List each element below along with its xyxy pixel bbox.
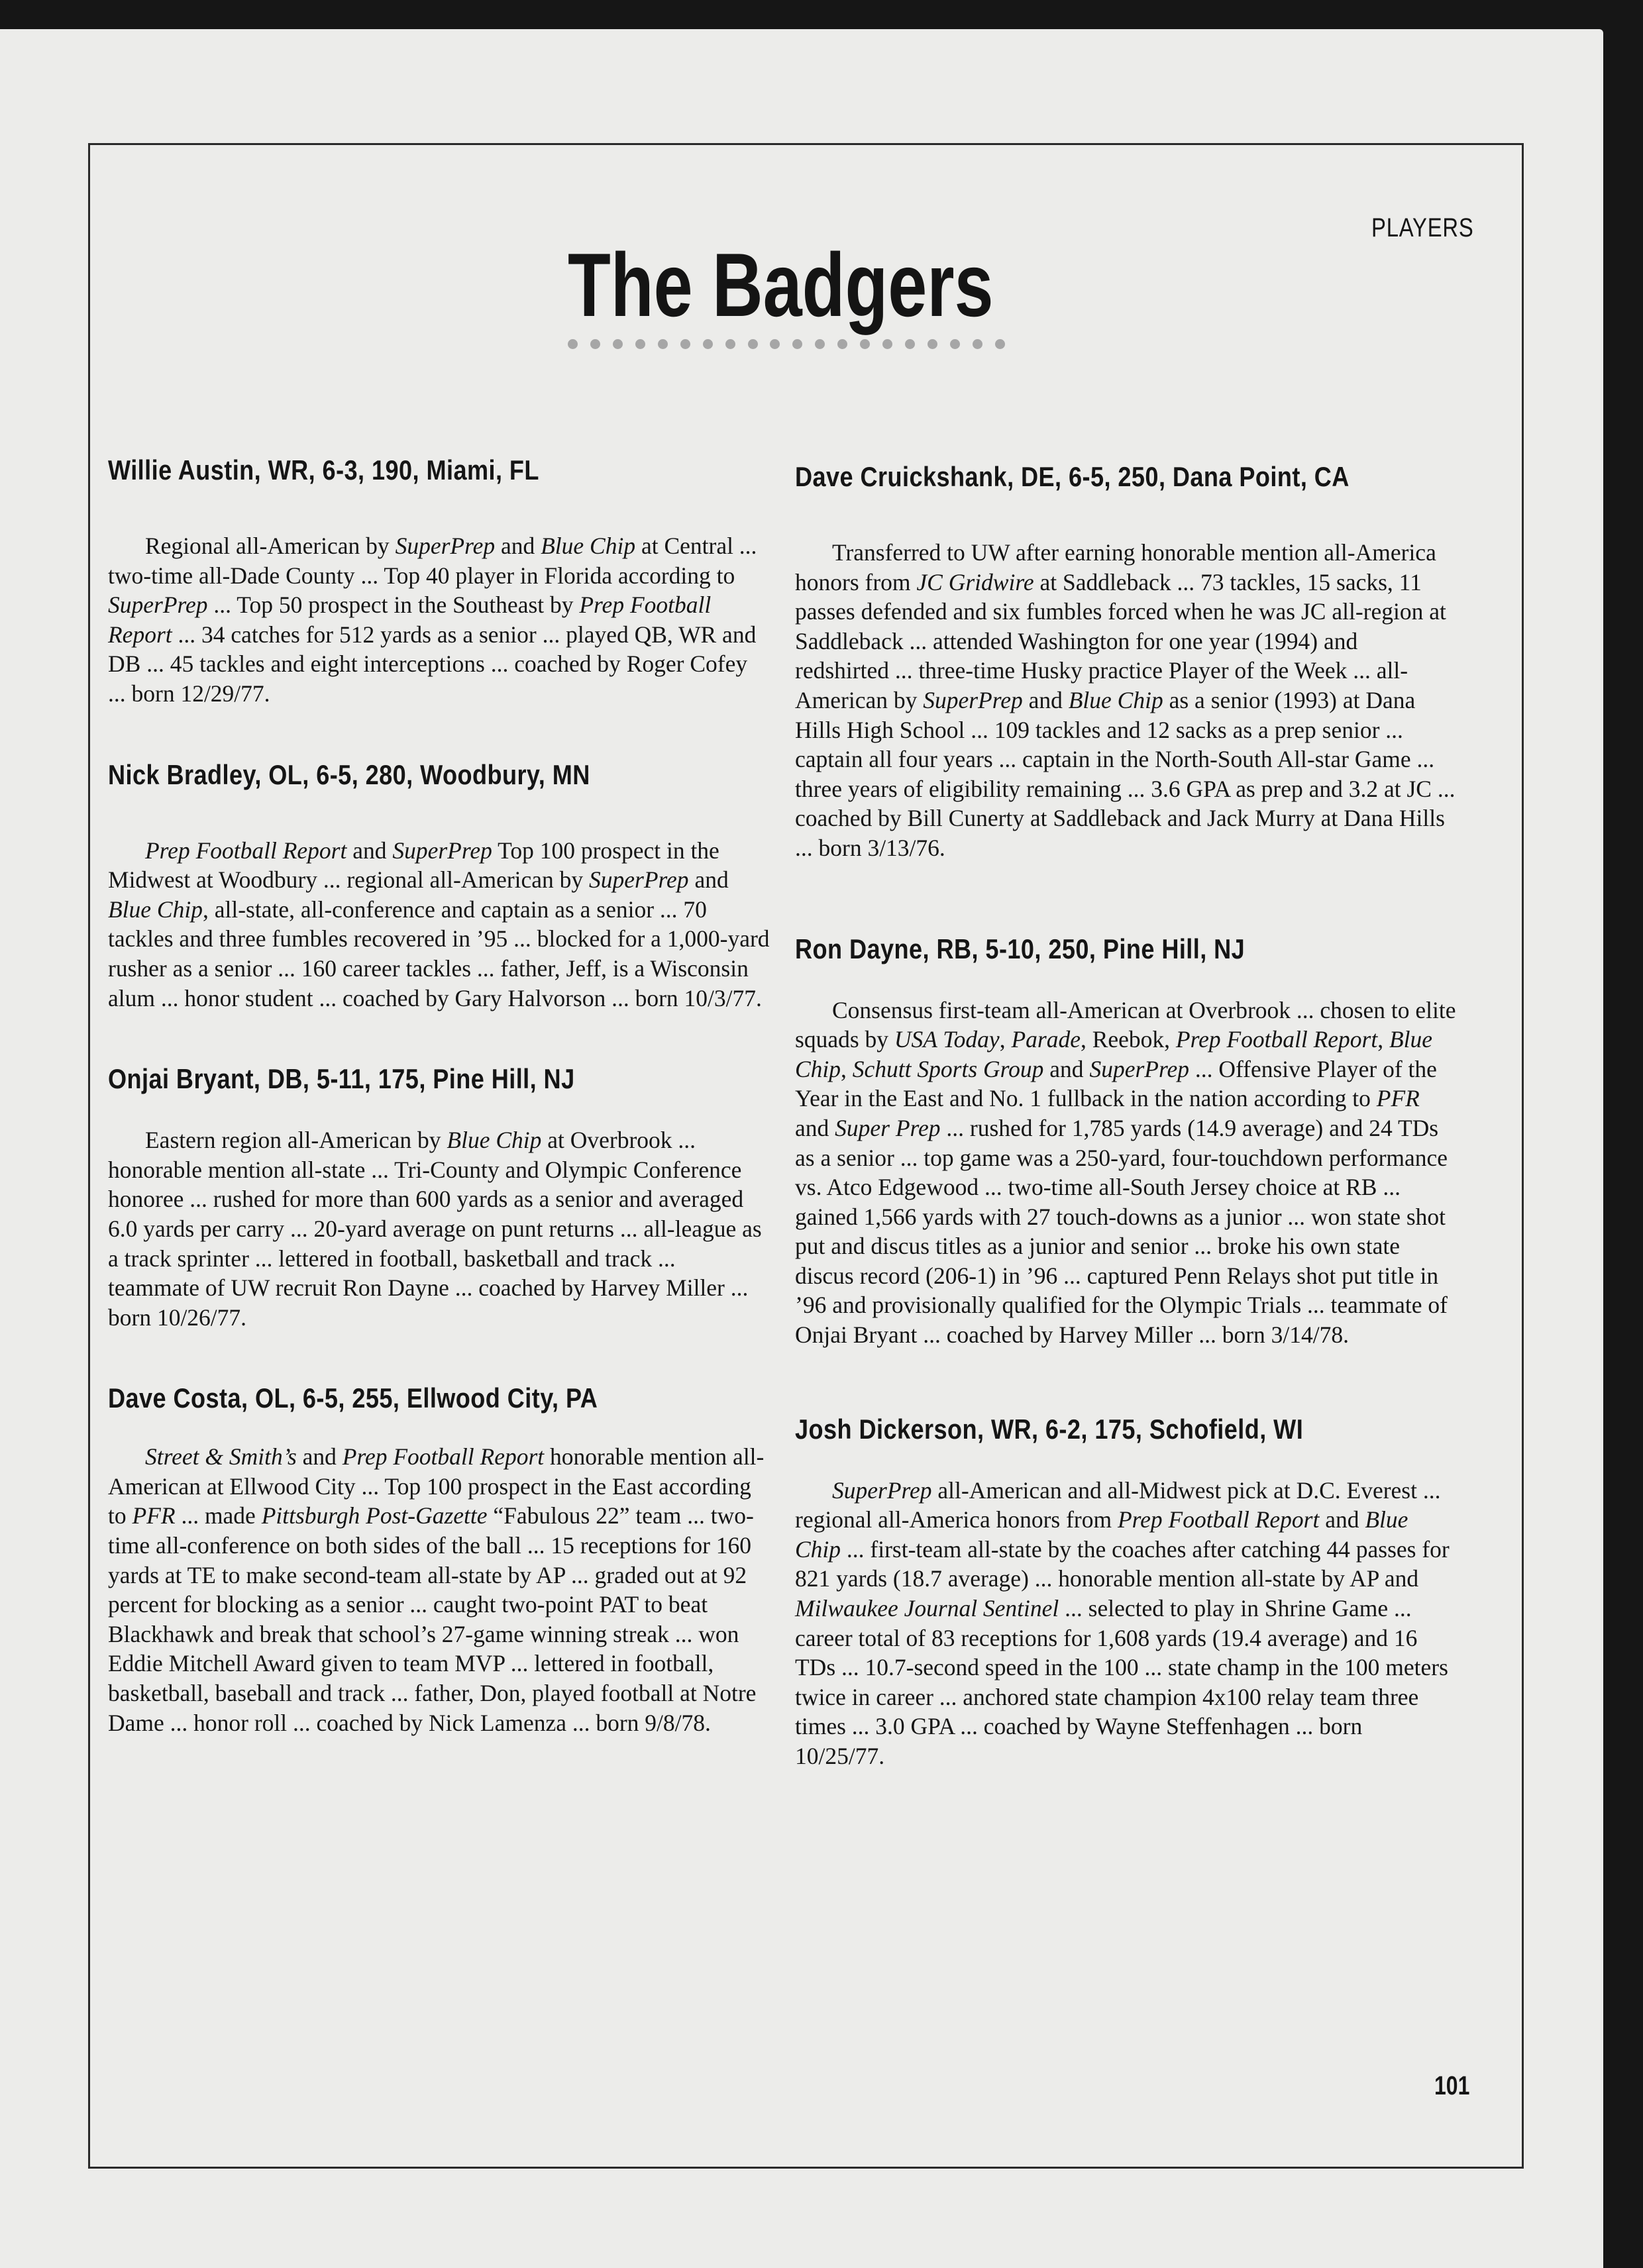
player-bio: Street & Smith’s and Prep Football Report honorable mention all-American at Ellwood City ... Top 100 prospect in the East according to PFR ... made Pittsburgh Post-Gazette “Fabulous 22” team ... two-time all-conference on both sides of the ball ... 15 receptions for 160 yards at TE to make second-team all-state by AP ... graded out at 92 percent for blocking as a senior ... caught two-point PAT to beat Blackhawk and break that school’s 27-game winning streak ... won Eddie Mitchell Award given to team MVP ... lettered in football, basketball, baseball and track ... father, Don, played football at Notre Dame ... honor roll ... coached by Nick Lamenza ... born 9/8/78. [108,1443,765,1736]
left-column [108,450,770,1737]
player-heading: Josh Dickerson, WR, 6-2, 175, Schofield, WI [795,1413,1304,1445]
player-bio: Transferred to UW after earning honorable mention all-America honors from JC Gridwire at Saddleback ... 73 tackles, 15 sacks, 11 passes defended and six fumbles forced when he was JC all-region at Saddleback ... attended Washington for one year (1994) and redshirted ... three-time Husky practice Player of the Week ... all-American by SuperPrep and Blue Chip as a senior (1993) at Dana Hills High School ... 109 tackles and 12 sacks as a prep senior ... captain all four years ... captain in the North-South All-star Game ... three years of eligibility remaining ... 3.6 GPA as prep and 3.2 at JC ... coached by Bill Cunerty at Saddleback and Jack Murry at Dana Hills ... born 3/13/76. [795,539,1456,861]
player-heading: Onjai Bryant, DB, 5-11, 175, Pine Hill, NJ [108,1063,575,1095]
player-heading: Dave Costa, OL, 6-5, 255, Ellwood City, PA [108,1382,598,1414]
player-entry [108,1378,770,1737]
title-dot-rule [568,339,1005,350]
player-heading: Ron Dayne, RB, 5-10, 250, Pine Hill, NJ [795,933,1246,964]
page-title: The Badgers [568,234,994,335]
player-bio: Prep Football Report and SuperPrep Top 100 prospect in the Midwest at Woodbury ... regional all-American by SuperPrep and Blue Chip, all-state, all-conference and captain as a senior ... 70 tackles and three fumbles recovered in ’95 ... blocked for a 1,000-yard rusher as a senior ... 160 career tackles ... father, Jeff, is a Wisconsin alum ... honor student ... coached by Gary Halvorson ... born 10/3/77. [108,837,770,1011]
player-entry [108,450,770,709]
page-number: 101 [1434,2071,1470,2100]
player-bio: Consensus first-team all-American at Overbrook ... chosen to elite squads by USA Today, Parade, Reebok, Prep Football Report, Blue Chip, Schutt Sports Group and SuperPrep ... Offensive Player of the Year in the East and No. 1 fullback in the nation according to PFR and Super Prep ... rushed for 1,785 yards (14.9 average) and 24 TDs as a senior ... top game was a 250-yard, four-touchdown performance vs. Atco Edgewood ... two-time all-South Jersey choice at RB ... gained 1,566 yards with 27 touch-downs as a junior ... won state shot put and discus titles as a junior and senior ... broke his own state discus record (206-1) in ’96 ... captured Penn Relays shot put title in ’96 and provisionally qualified for the Olympic Trials ... teammate of Onjai Bryant ... coached by Harvey Miller ... born 3/14/78. [795,996,1456,1349]
player-bio: Regional all-American by SuperPrep and Blue Chip at Central ... two-time all-Dade County ... Top 40 player in Florida according to SuperPrep ... Top 50 prospect in the Southeast by Prep Football Report ... 34 catches for 512 yards as a senior ... played QB, WR and DB ... 45 tackles and eight interceptions ... coached by Roger Cofey ... born 12/29/77. [108,533,757,707]
player-heading: Dave Cruickshank, DE, 6-5, 250, Dana Point, CA [795,461,1350,492]
player-entry [108,755,770,1013]
player-entry [108,1059,770,1332]
section-label: PLAYERS [1371,213,1474,242]
player-entry [795,457,1458,863]
right-column [795,457,1458,1771]
player-entry [795,1410,1458,1771]
player-entry [795,929,1458,1350]
player-bio: Eastern region all-American by Blue Chip at Overbrook ... honorable mention all-state ... Tri-County and Olympic Conference honoree ... rushed for more than 600 yards as a senior and averaged 6.0 yards per carry ... 20-yard average on punt returns ... all-league as a track sprinter ... lettered in football, basketball and track ... teammate of UW recruit Ron Dayne ... coached by Harvey Miller ... born 10/26/77. [108,1127,762,1331]
player-bio: SuperPrep all-American and all-Midwest pick at D.C. Everest ... regional all-America honors from Prep Football Report and Blue Chip ... first-team all-state by the coaches after catching 44 passes for 821 yards (18.7 average) ... honorable mention all-state by AP and Milwaukee Journal Sentinel ... selected to play in Shrine Game ... career total of 83 receptions for 1,608 yards (19.4 average) and 16 TDs ... 10.7-second speed in the 100 ... state champ in the 100 meters twice in career ... anchored state champion 4x100 relay team three times ... 3.0 GPA ... coached by Wayne Steffenhagen ... born 10/25/77. [795,1476,1450,1769]
player-heading: Willie Austin, WR, 6-3, 190, Miami, FL [108,454,539,486]
player-heading: Nick Bradley, OL, 6-5, 280, Woodbury, MN [108,758,590,790]
